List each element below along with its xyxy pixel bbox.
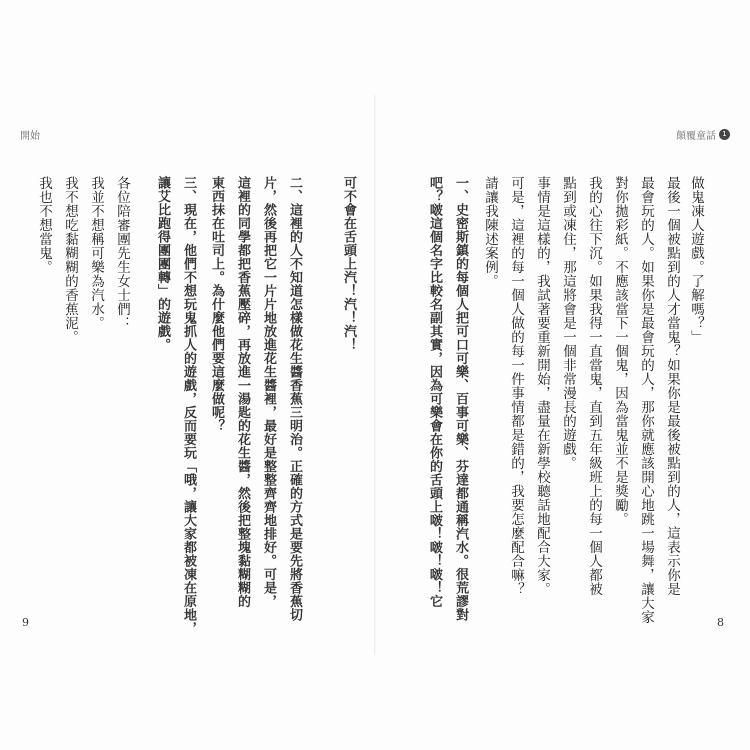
- text-column: 最會玩的人。如果你是最會玩的人，那你就應該開心地跳一場舞，讓大家: [638, 176, 654, 624]
- text-column: 我的心往下沉。如果我得一直當鬼，直到五年級班上的每一個人都被: [586, 176, 602, 596]
- text-column: 事情是這樣的，我試著要重新開始，盡量在新學校聽話地配合大家。: [534, 176, 550, 596]
- text-column: 三、現在，他們不想玩鬼抓人的遊戲，反而要玩「哦，讓大家都被凍在原地，: [181, 176, 196, 635]
- running-head-right: [676, 127, 730, 142]
- text-column: 點到或凍住，那這將會是一個非常漫長的遊戲。: [560, 176, 576, 470]
- text-column: 一、史密斯鎮的每個人把可口可樂、百事可樂、芬達都通稱汽水。很荒謬對: [453, 176, 468, 622]
- text-column: 最後一個被點到的人才當鬼？如果你是最後被點到的人，這表示你是: [664, 176, 680, 596]
- text-column: 二、這裡的人不知道怎樣做花生醬香蕉三明治。正確的方式是要先將香蕉切: [287, 176, 302, 622]
- text-column: 我並不想稱可樂為汽水。: [88, 176, 104, 330]
- page-gutter: [374, 95, 376, 655]
- text-column: 這裡的同學都把香蕉壓碎，再放進一湯匙的花生醬，然後把整塊黏糊糊的: [235, 176, 250, 608]
- text-column: 做鬼凍人遊戲。了解嗎？」: [688, 176, 704, 344]
- text-column: 各位陪審團先生女士們：: [114, 176, 130, 330]
- text-column: 我不想吃黏糊糊的香蕉泥。: [62, 176, 78, 344]
- page-number-right: 8: [717, 616, 724, 629]
- text-column: 可不會在舌頭上汽！汽！汽！: [341, 176, 356, 352]
- text-column: 吧？啵這個名字比較名副其實，因為可樂會在你的舌頭上啵！啵！啵！它: [427, 176, 442, 608]
- text-column: 請讓我陳述案例。: [482, 176, 498, 288]
- page-number-left: 9: [22, 616, 29, 629]
- volume-badge: 1: [719, 129, 730, 140]
- text-column: 讓艾比跑得團團轉」的遊戲。: [155, 176, 170, 352]
- series-title: 顛覆童話: [676, 131, 716, 142]
- text-column: 片，然後再把它一片片地放進花生醬裡，最好是整整齊齊地排好。可是，: [261, 176, 276, 608]
- text-column: 東西抹在吐司上。為什麼他們要這麼做呢？: [209, 176, 224, 433]
- running-head-left: 開始: [20, 131, 40, 142]
- text-column: 我也不想當鬼。: [36, 176, 52, 274]
- text-column: 對你拋彩紙。不應該當下一個鬼，因為當鬼並不是獎勵。: [612, 176, 628, 526]
- text-column: 可是，這裡的每一個人做的每一件事情都是錯的，我要怎麼配合嘛？: [508, 176, 524, 596]
